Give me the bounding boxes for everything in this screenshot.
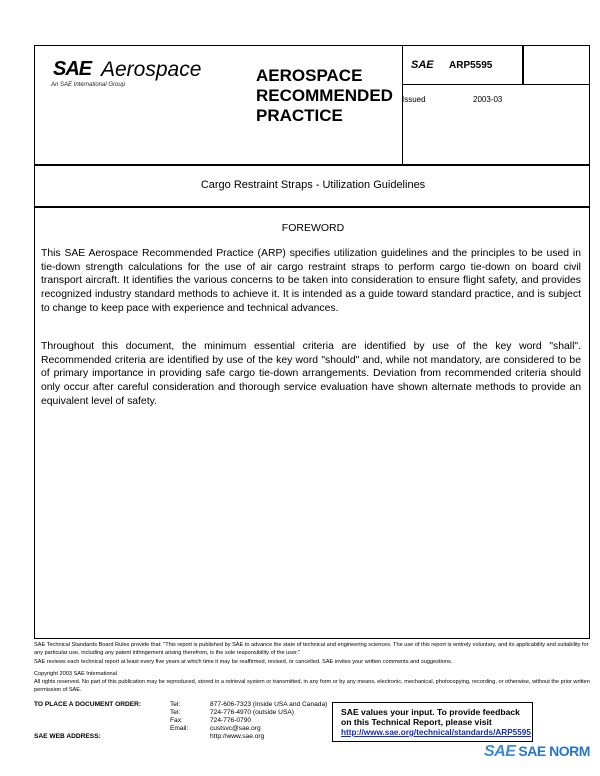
email-link[interactable]: custsvc@sae.org xyxy=(210,725,261,732)
document-page xyxy=(34,45,590,768)
document-title: Cargo Restraint Straps - Utilization Guidelines xyxy=(200,179,426,191)
issued-label: Issued xyxy=(402,95,426,104)
foreword-paragraph: This SAE Aerospace Recommended Practice (ARP) specifies utilization guidelines and the principles to be used in tie-down strength calculations for the use of air cargo restraint straps to perform cargo tie-down on board civil transport aircraft. It identifies the various concerns to be taken into consideration to ensure flight safety, and provides recognized industry standard methods to achieve it. It is intended as a guide toward standard practice, and is subject to change to keep pace with experience and technical advances. xyxy=(41,248,581,314)
feedback-text: SAE values your input. To provide feedback on this Technical Report, please visit xyxy=(341,707,520,727)
rights-text: All rights reserved. No part of this publication may be reproduced, stored in a retrieval system or transmitted, in any form or by any means, electronic, mechanical, photocopying, recording, or otherwise, without the prior written permission of SAE. xyxy=(34,679,590,693)
issued-date: 2003-03 xyxy=(473,95,503,104)
title-box xyxy=(34,165,590,207)
logo-subtitle: An SAE International Group xyxy=(51,82,126,88)
doc-type-title: AEROSPACE RECOMMENDED PRACTICE xyxy=(256,66,393,125)
watermark xyxy=(484,743,590,761)
web-address-link[interactable]: http://www.sae.org xyxy=(210,733,265,740)
feedback-box xyxy=(332,702,533,742)
contact-label: Email: xyxy=(170,725,189,732)
sae-logo-word: Aerospace xyxy=(101,58,202,81)
feedback-link[interactable]: http://www.sae.org/technical/standards/ARP5595 xyxy=(341,728,531,737)
contact-value: 724-776-0790 xyxy=(210,717,252,724)
contact-value: 724-776-4970 (outside USA) xyxy=(210,709,294,716)
sae-logo-mark: SAE xyxy=(53,58,92,80)
watermark-text: SAE NORM xyxy=(518,743,590,759)
foreword-heading: FOREWORD xyxy=(281,222,345,234)
contact-label: Tel: xyxy=(170,701,181,708)
order-label: TO PLACE A DOCUMENT ORDER: xyxy=(34,701,142,708)
watermark-logo: SAE xyxy=(484,743,516,760)
foreword-section xyxy=(34,207,590,639)
doc-number: ARP5595 xyxy=(449,60,493,71)
doc-number-cell xyxy=(402,45,523,85)
standards-rules-text: SAE Technical Standards Board Rules provide that: "This report is published by SAE to advance the state of technical and engineering sciences. The use of this report is entirely voluntary, and its applicability and suitability for any particular use, including any patent infringement arising therefrom, is the sole responsibility of the user." xyxy=(34,642,589,656)
contact-value: 877-606-7323 (inside USA and Canada) xyxy=(210,701,328,708)
foreword-paragraph: Throughout this document, the minimum essential criteria are identified by use of the key word "shall". Recommended criteria are identified by use of the key word "should" and, while not mandatory, are considered to be of primary importance in providing safe cargo tie-down arrangements. Deviation from recommended criteria should only occur after careful consideration and thorough service evaluation have shown alternate methods to provide an equivalent level of safety. xyxy=(41,341,581,407)
doc-type-cell xyxy=(230,45,402,165)
copyright-text: Copyright 2003 SAE International xyxy=(34,671,118,677)
logo-cell xyxy=(34,45,230,165)
revision-cell xyxy=(523,45,590,85)
contact-label: Fax: xyxy=(170,717,183,724)
contact-label: Tel: xyxy=(170,709,181,716)
review-text: SAE reviews each technical report at least every five years at which time it may be reaffirmed, revised, or cancelled. SAE invites your written comments and suggestions. xyxy=(34,659,453,665)
sae-small-logo: SAE xyxy=(411,59,434,71)
web-label: SAE WEB ADDRESS: xyxy=(34,733,101,740)
